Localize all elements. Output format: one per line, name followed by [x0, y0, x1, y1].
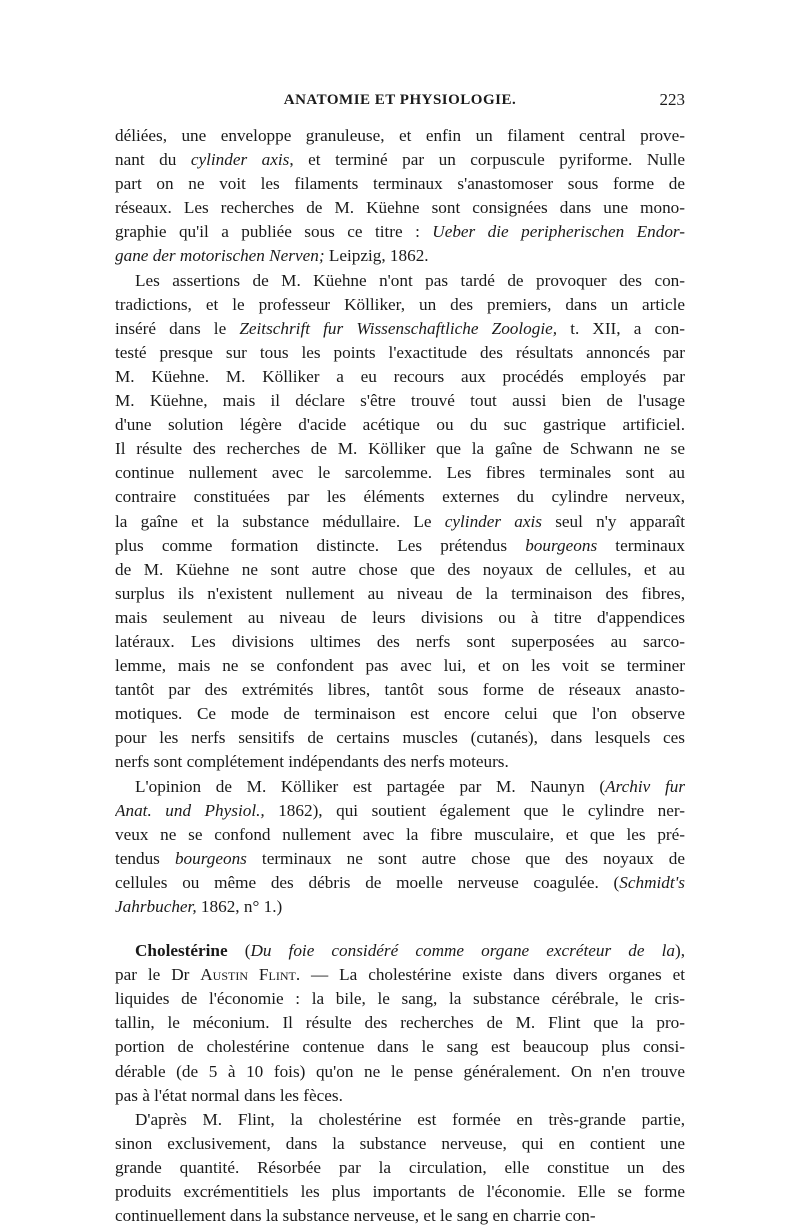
- page-header: [115, 92, 685, 118]
- page-number: 223: [659, 90, 685, 109]
- italic-phrase: Schmidt's: [619, 872, 685, 892]
- paragraph-gap: [115, 919, 685, 939]
- body-text: [115, 124, 685, 1228]
- text-line: liquides de l'économie : la bile, le sang, la substance cérébrale, le cris-: [115, 989, 685, 1009]
- text-line: par le Dr Austin Flint. — La cholestérine existe dans divers organes et: [115, 965, 685, 985]
- text-line: produits excrémentitiels les plus importants de l'économie. Elle se forme: [115, 1182, 685, 1202]
- italic-phrase: cylinder axis: [444, 511, 542, 531]
- italic-phrase: cylinder axis: [190, 150, 290, 170]
- text-line: Cholestérine (Du foie considéré comme organe excréteur de la),: [135, 941, 685, 961]
- text-line: pas à l'état normal dans les fèces.: [115, 1085, 343, 1105]
- text-line: gane der motorischen Nerven; Leipzig, 1862.: [115, 246, 429, 266]
- text-line: Les assertions de M. Küehne n'ont pas tardé de provoquer des con-: [135, 270, 685, 290]
- text-line: latéraux. Les divisions ultimes des nerfs sont superposées au sarco-: [115, 631, 685, 651]
- italic-phrase: Zeitschrift fur Wissenschaftliche Zoologie,: [239, 318, 558, 338]
- text-line: testé presque sur tous les points l'exactitude des résultats annoncés par: [115, 342, 685, 362]
- text-line: graphie qu'il a publiée sous ce titre : Ueber die peripherischen Endor-: [115, 222, 685, 242]
- text-line: veux ne se confond nullement avec la fibre musculaire, et que les pré-: [115, 824, 685, 844]
- text-line: tallin, le méconium. Il résulte des recherches de M. Flint que la pro-: [115, 1013, 685, 1033]
- text-line: cellules ou même des débris de moelle nerveuse coagulée. (Schmidt's: [115, 872, 685, 892]
- text-line: grande quantité. Résorbée par la circulation, elle constitue un des: [115, 1157, 685, 1177]
- text-line: de M. Küehne ne sont autre chose que des noyaux de cellules, et au: [115, 559, 685, 579]
- text-line: M. Küehne. M. Kölliker a eu recours aux procédés employés par: [115, 366, 685, 386]
- text-line: d'une solution légère d'acide acétique ou du suc gastrique artificiel.: [115, 415, 685, 435]
- text-line: sinon exclusivement, dans la substance nerveuse, qui en contient une: [115, 1133, 685, 1153]
- text-line: réseaux. Les recherches de M. Küehne sont consignées dans une mono-: [115, 198, 685, 218]
- text-line: tantôt par des extrémités libres, tantôt sous forme de réseaux anasto-: [115, 680, 685, 700]
- text-line: motiques. Ce mode de terminaison est encore celui que l'on observe: [115, 704, 685, 724]
- italic-phrase: Archiv fur: [605, 776, 685, 796]
- text-line: contraire constituées par les éléments externes du cylindre nerveux,: [115, 487, 685, 507]
- italic-phrase: Jahrbucher,: [115, 897, 197, 916]
- text-line: tendus bourgeons terminaux ne sont autre chose que des noyaux de: [115, 848, 685, 868]
- text-line: L'opinion de M. Kölliker est partagée par M. Naunyn (Archiv fur: [135, 776, 685, 796]
- author-name: Austin Flint: [200, 965, 296, 985]
- italic-phrase: bourgeons: [525, 535, 598, 555]
- text-line: déliées, une enveloppe granuleuse, et enfin un filament central prove-: [115, 126, 685, 145]
- text-line: lemme, mais ne se confondent pas avec lui, et on les voit se terminer: [115, 656, 685, 676]
- text-line: nerfs sont complétement indépendants des nerfs moteurs.: [115, 752, 509, 772]
- section-heading: Cholestérine: [135, 941, 228, 961]
- text-line: nant du cylinder axis, et terminé par un corpuscule pyriforme. Nulle: [115, 150, 685, 170]
- text-line: M. Küehne, mais il déclare s'être trouvé tout aussi bien de l'usage: [115, 391, 685, 411]
- text-line: surplus ils n'existent nullement au niveau de la terminaison des fibres,: [115, 583, 685, 603]
- italic-phrase: bourgeons: [174, 848, 247, 868]
- text-line: plus comme formation distincte. Les prétendus bourgeons terminaux: [115, 535, 685, 555]
- text-line: Il résulte des recherches de M. Kölliker que la gaîne de Schwann ne se: [115, 439, 685, 459]
- text-line: part on ne voit les filaments terminaux s'anastomoser sous forme de: [115, 174, 685, 194]
- text-line: inséré dans le Zeitschrift fur Wissenschaftliche Zoologie, t. XII, a con-: [115, 318, 685, 338]
- text-line: continue nullement avec le sarcolemme. Les fibres terminales sont au: [115, 463, 685, 483]
- text-line: continuellement dans la substance nerveuse, et le sang en charrie con-: [115, 1206, 596, 1226]
- text-line: pour les nerfs sensitifs de certains muscles (cutanés), dans lesquels ces: [115, 728, 685, 748]
- italic-phrase: Du foie considéré comme organe excréteur de la: [250, 941, 675, 961]
- text-line: Jahrbucher, 1862, n° 1.): [115, 897, 283, 916]
- text-line: dérable (de 5 à 10 fois) qu'on ne le pense généralement. On n'en trouve: [115, 1061, 685, 1081]
- text-line: portion de cholestérine contenue dans le sang est beaucoup plus consi-: [115, 1037, 685, 1057]
- text-line: Anat. und Physiol., 1862), qui soutient également que le cylindre ner-: [115, 800, 685, 820]
- text-line: mais seulement au niveau de leurs divisions ou à titre d'appendices: [115, 607, 685, 627]
- text-line: tradictions, et le professeur Kölliker, un des premiers, dans un article: [115, 294, 685, 314]
- italic-phrase: Anat. und Physiol.,: [115, 800, 265, 820]
- italic-phrase: gane der motorischen Nerven;: [115, 246, 325, 266]
- italic-phrase: Ueber die peripherischen Endor-: [432, 222, 685, 242]
- running-title: ANATOMIE ET PHYSIOLOGIE.: [283, 92, 517, 108]
- text-line: D'après M. Flint, la cholestérine est formée en très-grande partie,: [135, 1109, 685, 1129]
- text-line: la gaîne et la substance médullaire. Le cylinder axis seul n'y apparaît: [115, 511, 685, 531]
